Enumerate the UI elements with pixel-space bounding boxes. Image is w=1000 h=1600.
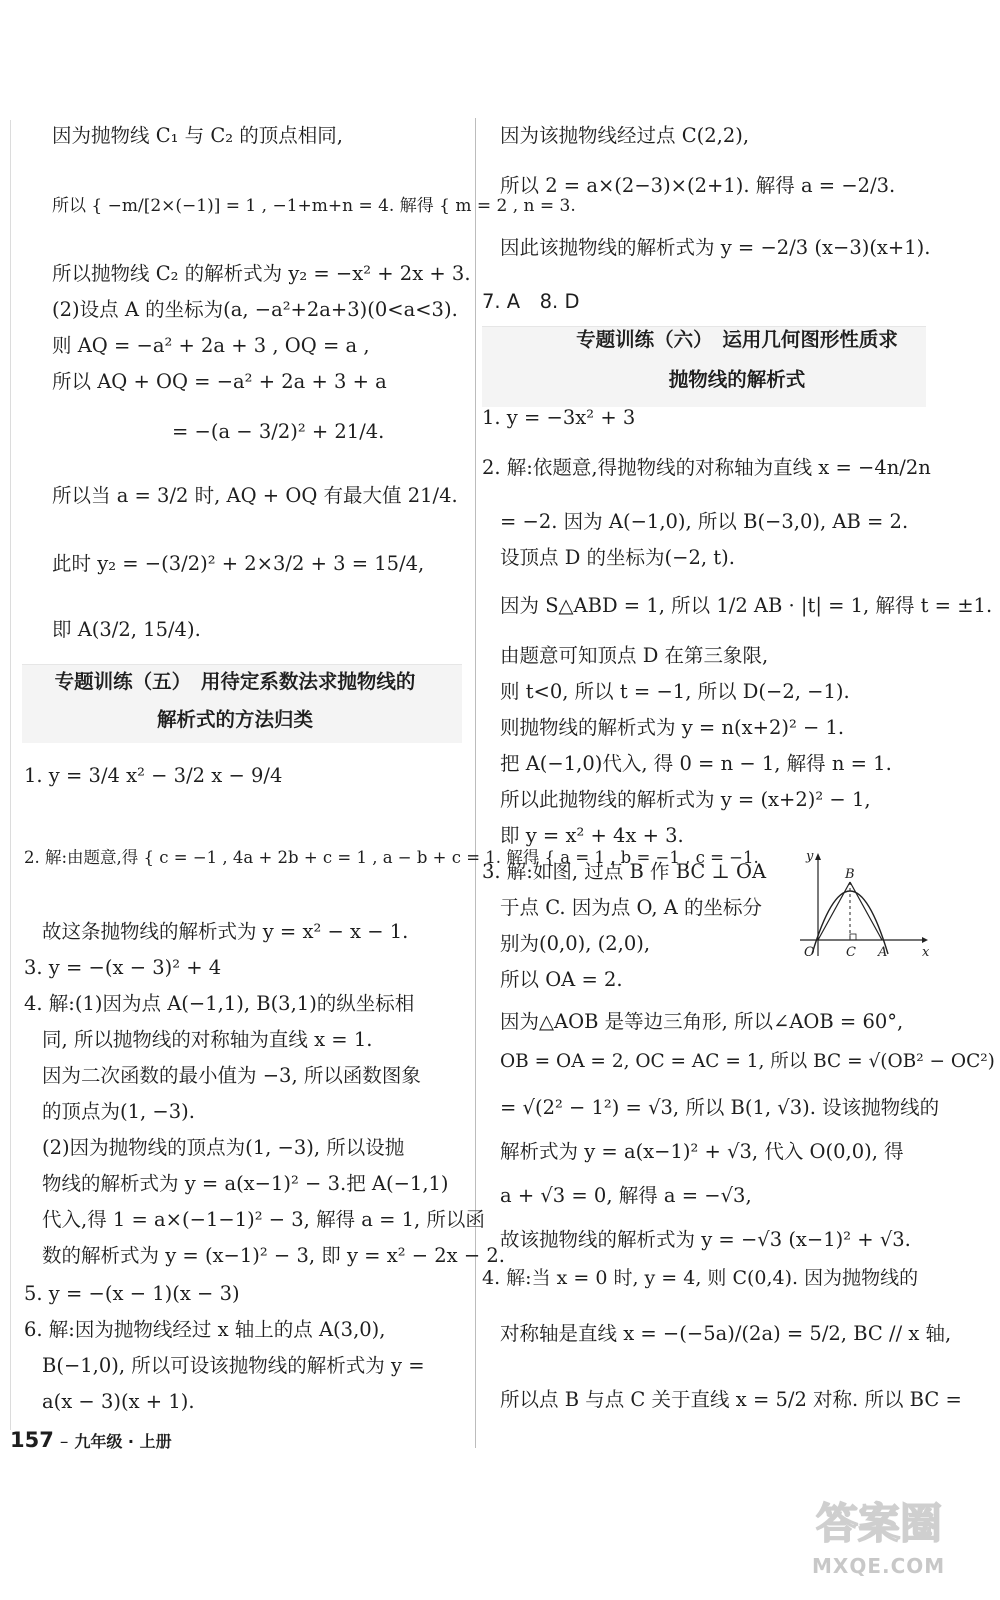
parabola-figure [798, 848, 930, 960]
text-line: 对称轴是直线 x = −(−5a)/(2a) = 5/2, BC // x 轴, [500, 1322, 952, 1345]
text-line: 则 t<0, 所以 t = −1, 所以 D(−2, −1). [500, 680, 850, 703]
section-subtitle: 抛物线的解析式 [668, 368, 806, 391]
text-line: a + √3 = 0, 解得 a = −√3, [500, 1184, 752, 1207]
text-line: B(−1,0), 所以可设该抛物线的解析式为 y = [42, 1354, 425, 1377]
label-c: C [846, 945, 856, 960]
answer-item: 5. y = −(x − 1)(x − 3) [24, 1282, 240, 1305]
text-line: = −2. 因为 A(−1,0), 所以 B(−3,0), AB = 2. [500, 510, 909, 533]
svg-text:答案圈: 答案圈 [816, 1499, 943, 1548]
text-line: 同, 所以抛物线的对称轴为直线 x = 1. [42, 1028, 373, 1051]
text-line: 故该抛物线的解析式为 y = −√3 (x−1)² + √3. [500, 1228, 911, 1251]
label-b: B [845, 867, 855, 882]
text-line: a(x − 3)(x + 1). [42, 1390, 195, 1413]
right-angle-mark [850, 934, 856, 940]
page-footer [10, 1428, 172, 1452]
text-line: 因为△AOB 是等边三角形, 所以∠AOB = 60°, [500, 1010, 904, 1033]
label-x: x [922, 945, 930, 960]
text-line: 因为抛物线 C₁ 与 C₂ 的顶点相同, [52, 124, 343, 147]
text-line: 故这条抛物线的解析式为 y = x² − x − 1. [42, 920, 409, 943]
segment-ob [818, 882, 850, 940]
text-line: 设顶点 D 的坐标为(−2, t). [500, 546, 735, 569]
segment-ab [850, 882, 882, 940]
text-line: 因为该抛物线经过点 C(2,2), [500, 124, 750, 147]
text-line: 解析式为 y = a(x−1)² + √3, 代入 O(0,0), 得 [500, 1140, 904, 1163]
text-line: 把 A(−1,0)代入, 得 0 = n − 1, 解得 n = 1. [500, 752, 892, 775]
footer-separator: – [59, 1432, 69, 1452]
answer-item: 7. A 8. D [482, 290, 580, 313]
answer-item: 3. y = −(x − 3)² + 4 [24, 956, 222, 979]
answer-item: 1. y = −3x² + 3 [482, 406, 636, 429]
section-title: 专题训练（五） 用待定系数法求抛物线的 [54, 670, 416, 693]
text-line: 则抛物线的解析式为 y = n(x+2)² − 1. [500, 716, 845, 739]
watermark-logo [812, 1490, 982, 1552]
text-line: 的顶点为(1, −3). [42, 1100, 195, 1123]
text-line: 别为(0,0), (2,0), [500, 932, 651, 955]
answer-item: 3. 解:如图, 过点 B 作 BC ⊥ OA [482, 860, 767, 883]
text-line: 于点 C. 因为点 O, A 的坐标分 [500, 896, 763, 919]
text-line: 所以点 B 与点 C 关于直线 x = 5/2 对称. 所以 BC = [500, 1388, 962, 1411]
answer-item: 2. 解:由题意,得 { c = −1 , 4a + 2b + c = 1 , a − b + c = 1. 解得 { a = 1 , b = −1 , c = −1. [24, 848, 759, 867]
text-line: 即 A(3/2, 15/4). [52, 618, 201, 641]
text-line: 因为 S△ABD = 1, 所以 1/2 AB · |t| = 1, 解得 t = ±1. [500, 594, 993, 617]
right-column [482, 0, 995, 1440]
text-line: 因为二次函数的最小值为 −3, 所以函数图象 [42, 1064, 421, 1087]
section-subtitle: 解析式的方法归类 [156, 708, 313, 731]
label-y: y [806, 849, 814, 864]
text-line: 所以 OA = 2. [500, 968, 623, 991]
watermark-text: MXQE.COM [812, 1554, 946, 1578]
text-line: 所以 2 = a×(2−3)×(2+1). 解得 a = −2/3. [500, 174, 896, 197]
text-line: 即 y = x² + 4x + 3. [500, 824, 684, 847]
text-line: 所以 AQ + OQ = −a² + 2a + 3 + a [52, 370, 387, 393]
text-line: OB = OA = 2, OC = AC = 1, 所以 BC = √(OB² − OC²) [500, 1051, 995, 1072]
text-line: = √(2² − 1²) = √3, 所以 B(1, √3). 设该抛物线的 [500, 1096, 940, 1119]
text-line: 所以当 a = 3/2 时, AQ + OQ 有最大值 21/4. [52, 484, 458, 507]
watermark [812, 1490, 982, 1590]
text-line: 物线的解析式为 y = a(x−1)² − 3.把 A(−1,1) [42, 1172, 449, 1195]
text-line: 代入,得 1 = a×(−1−1)² − 3, 解得 a = 1, 所以函 [42, 1208, 485, 1231]
y-axis-arrow [815, 853, 821, 860]
answer-item: 4. 解:当 x = 0 时, y = 4, 则 C(0,4). 因为抛物线的 [482, 1267, 919, 1289]
text-line: 数的解析式为 y = (x−1)² − 3, 即 y = x² − 2x − 2. [42, 1244, 506, 1267]
text-line: 因此该抛物线的解析式为 y = −2/3 (x−3)(x+1). [500, 236, 931, 259]
book-title: 九年级 · 上册 [74, 1432, 172, 1451]
x-axis-arrow [922, 937, 928, 943]
text-line: 所以此抛物线的解析式为 y = (x+2)² − 1, [500, 788, 871, 811]
label-a: A [878, 945, 888, 960]
answer-item: 2. 解:依题意,得抛物线的对称轴为直线 x = −4n/2n [482, 456, 931, 479]
text-line: (2)因为抛物线的顶点为(1, −3), 所以设抛 [42, 1136, 405, 1159]
label-o: O [804, 945, 815, 960]
text-line: (2)设点 A 的坐标为(a, −a²+2a+3)(0<a<3). [52, 298, 458, 321]
answer-item: 4. 解:(1)因为点 A(−1,1), B(3,1)的纵坐标相 [24, 992, 415, 1015]
text-line: 此时 y₂ = −(3/2)² + 2×3/2 + 3 = 15/4, [52, 552, 425, 575]
equation-system: 所以 { −m/[2×(−1)] = 1 , −1+m+n = 4. 解得 { m = 2 , n = 3. [52, 196, 576, 216]
answer-item: 6. 解:因为抛物线经过 x 轴上的点 A(3,0), [24, 1318, 386, 1341]
text-line: = −(a − 3/2)² + 21/4. [172, 420, 385, 443]
text-line: 所以抛物线 C₂ 的解析式为 y₂ = −x² + 2x + 3. [52, 262, 471, 285]
answer-item: 1. y = 3/4 x² − 3/2 x − 9/4 [24, 764, 283, 787]
section-title: 专题训练（六） 运用几何图形性质求 [576, 328, 898, 351]
text-line: 由题意可知顶点 D 在第三象限, [500, 644, 769, 667]
text-line: 则 AQ = −a² + 2a + 3 , OQ = a , [52, 334, 370, 357]
page-number: 157 [10, 1428, 54, 1452]
